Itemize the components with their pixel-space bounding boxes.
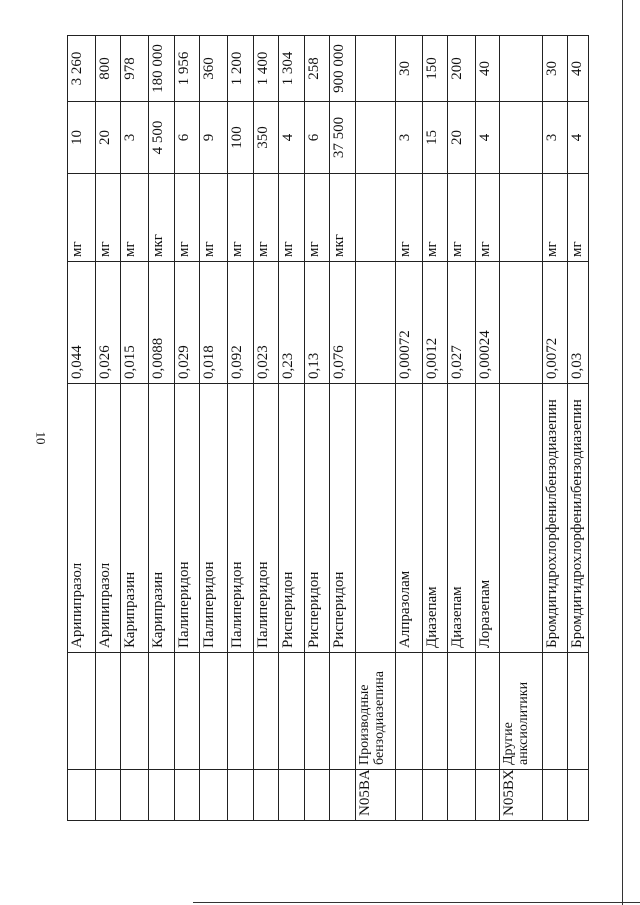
atc-code-cell: [228, 770, 254, 821]
dose-cell: 15: [423, 102, 448, 174]
unit-cell: мг: [423, 174, 448, 262]
substance-cell: Диазепам: [448, 384, 476, 653]
unit-cell: мг: [543, 174, 568, 262]
group-name-cell: [68, 653, 96, 770]
atc-code-cell: [330, 770, 356, 821]
count-cell: 1 200: [228, 36, 254, 102]
substance-cell: Рисперидон: [330, 384, 356, 653]
substance-cell: Рисперидон: [279, 384, 305, 653]
group-name-cell: [543, 653, 568, 770]
table-row: [68, 36, 96, 821]
table-row: [149, 36, 175, 821]
unit-cell: мг: [121, 174, 149, 262]
atc-code-cell: N05BX: [500, 770, 543, 821]
table-row: [396, 36, 423, 821]
dose-cell: [500, 102, 543, 174]
atc-code-cell: [149, 770, 175, 821]
count-cell: 30: [396, 36, 423, 102]
dose-cell: 3: [396, 102, 423, 174]
unit-cell: мкг: [330, 174, 356, 262]
atc-code-cell: [476, 770, 500, 821]
ddd-cell: 0,027: [448, 262, 476, 384]
unit-cell: мг: [448, 174, 476, 262]
atc-code-cell: [568, 770, 589, 821]
table-row: [476, 36, 500, 821]
table-row: [356, 36, 396, 821]
count-cell: 360: [200, 36, 228, 102]
ddd-cell: 0,018: [200, 262, 228, 384]
count-cell: 1 956: [175, 36, 200, 102]
substance-cell: [356, 384, 396, 653]
atc-code-cell: [423, 770, 448, 821]
ddd-cell: 0,044: [68, 262, 96, 384]
dose-cell: 37 500: [330, 102, 356, 174]
ddd-cell: 0,092: [228, 262, 254, 384]
count-cell: 3 260: [68, 36, 96, 102]
group-name-cell: Производные бензодиазепина: [356, 653, 396, 770]
table-row: [254, 36, 279, 821]
group-name-cell: [121, 653, 149, 770]
dose-cell: 4: [476, 102, 500, 174]
atc-code-cell: [68, 770, 96, 821]
substance-cell: Карипразин: [121, 384, 149, 653]
ddd-cell: 0,00072: [396, 262, 423, 384]
dose-cell: 350: [254, 102, 279, 174]
substance-cell: Карипразин: [149, 384, 175, 653]
unit-cell: мг: [305, 174, 330, 262]
ddd-cell: [356, 262, 396, 384]
dose-cell: 20: [96, 102, 121, 174]
atc-code-cell: [396, 770, 423, 821]
group-name-cell: Другие анксиолитики: [500, 653, 543, 770]
table-row: [568, 36, 589, 821]
table-row: [121, 36, 149, 821]
ddd-cell: 0,015: [121, 262, 149, 384]
count-cell: 978: [121, 36, 149, 102]
table-row: [305, 36, 330, 821]
dose-cell: 3: [121, 102, 149, 174]
dose-cell: 9: [200, 102, 228, 174]
page-number: 10: [33, 431, 49, 445]
table-row: [330, 36, 356, 821]
ddd-cell: 0,0012: [423, 262, 448, 384]
ddd-cell: [500, 262, 543, 384]
atc-code-cell: [279, 770, 305, 821]
table-row: [228, 36, 254, 821]
unit-cell: мг: [476, 174, 500, 262]
substance-cell: Бромдигидрохлорфенилбензодиазепин: [568, 384, 589, 653]
ddd-cell: 0,076: [330, 262, 356, 384]
count-cell: [356, 36, 396, 102]
substance-cell: Алпразолам: [396, 384, 423, 653]
group-name-cell: [476, 653, 500, 770]
ddd-cell: 0,023: [254, 262, 279, 384]
count-cell: 900 000: [330, 36, 356, 102]
unit-cell: мг: [175, 174, 200, 262]
dose-cell: 6: [175, 102, 200, 174]
substance-cell: Палиперидон: [254, 384, 279, 653]
group-name-cell: [228, 653, 254, 770]
count-cell: 258: [305, 36, 330, 102]
unit-cell: мг: [200, 174, 228, 262]
dose-cell: [356, 102, 396, 174]
atc-code-cell: [448, 770, 476, 821]
count-cell: 150: [423, 36, 448, 102]
table-row: [279, 36, 305, 821]
scan-edge-line: [622, 0, 623, 905]
dose-cell: 100: [228, 102, 254, 174]
group-name-cell: [200, 653, 228, 770]
group-name-cell: [149, 653, 175, 770]
atc-code-cell: [254, 770, 279, 821]
unit-cell: мг: [396, 174, 423, 262]
atc-code-cell: N05BA: [356, 770, 396, 821]
count-cell: 1 400: [254, 36, 279, 102]
ddd-cell: 0,026: [96, 262, 121, 384]
atc-code-cell: [200, 770, 228, 821]
count-cell: 180 000: [149, 36, 175, 102]
table-row: [96, 36, 121, 821]
drug-table-container: [67, 36, 585, 821]
group-name-cell: [568, 653, 589, 770]
count-cell: 30: [543, 36, 568, 102]
unit-cell: мг: [68, 174, 96, 262]
substance-cell: Арипипразол: [68, 384, 96, 653]
ddd-cell: 0,23: [279, 262, 305, 384]
dose-cell: 20: [448, 102, 476, 174]
scan-edge-line: [193, 902, 640, 903]
group-name-cell: [396, 653, 423, 770]
drug-table: [67, 35, 589, 821]
unit-cell: мг: [254, 174, 279, 262]
table-row: [500, 36, 543, 821]
group-name-cell: [175, 653, 200, 770]
group-name-cell: [305, 653, 330, 770]
substance-cell: Палиперидон: [228, 384, 254, 653]
count-cell: 800: [96, 36, 121, 102]
count-cell: 40: [476, 36, 500, 102]
substance-cell: Арипипразол: [96, 384, 121, 653]
count-cell: 200: [448, 36, 476, 102]
unit-cell: мг: [228, 174, 254, 262]
count-cell: 40: [568, 36, 589, 102]
unit-cell: [500, 174, 543, 262]
unit-cell: [356, 174, 396, 262]
group-name-cell: [254, 653, 279, 770]
ddd-cell: 0,00024: [476, 262, 500, 384]
dose-cell: 4: [568, 102, 589, 174]
atc-code-cell: [543, 770, 568, 821]
substance-cell: Бромдигидрохлорфенилбензодиазепин: [543, 384, 568, 653]
ddd-cell: 0,0072: [543, 262, 568, 384]
substance-cell: Палиперидон: [200, 384, 228, 653]
group-name-cell: [423, 653, 448, 770]
table-row: [448, 36, 476, 821]
substance-cell: Лоразепам: [476, 384, 500, 653]
group-name-cell: [448, 653, 476, 770]
dose-cell: 3: [543, 102, 568, 174]
substance-cell: Палиперидон: [175, 384, 200, 653]
table-row: [175, 36, 200, 821]
ddd-cell: 0,0088: [149, 262, 175, 384]
atc-code-cell: [305, 770, 330, 821]
dose-cell: 10: [68, 102, 96, 174]
unit-cell: мг: [96, 174, 121, 262]
dose-cell: 4 500: [149, 102, 175, 174]
substance-cell: [500, 384, 543, 653]
count-cell: 1 304: [279, 36, 305, 102]
table-row: [543, 36, 568, 821]
ddd-cell: 0,029: [175, 262, 200, 384]
ddd-cell: 0,13: [305, 262, 330, 384]
unit-cell: мг: [279, 174, 305, 262]
atc-code-cell: [96, 770, 121, 821]
group-name-cell: [279, 653, 305, 770]
unit-cell: мг: [568, 174, 589, 262]
substance-cell: Рисперидон: [305, 384, 330, 653]
table-row: [423, 36, 448, 821]
group-name-cell: [330, 653, 356, 770]
atc-code-cell: [121, 770, 149, 821]
dose-cell: 6: [305, 102, 330, 174]
group-name-cell: [96, 653, 121, 770]
table-row: [200, 36, 228, 821]
count-cell: [500, 36, 543, 102]
unit-cell: мкг: [149, 174, 175, 262]
dose-cell: 4: [279, 102, 305, 174]
substance-cell: Диазепам: [423, 384, 448, 653]
atc-code-cell: [175, 770, 200, 821]
ddd-cell: 0,03: [568, 262, 589, 384]
